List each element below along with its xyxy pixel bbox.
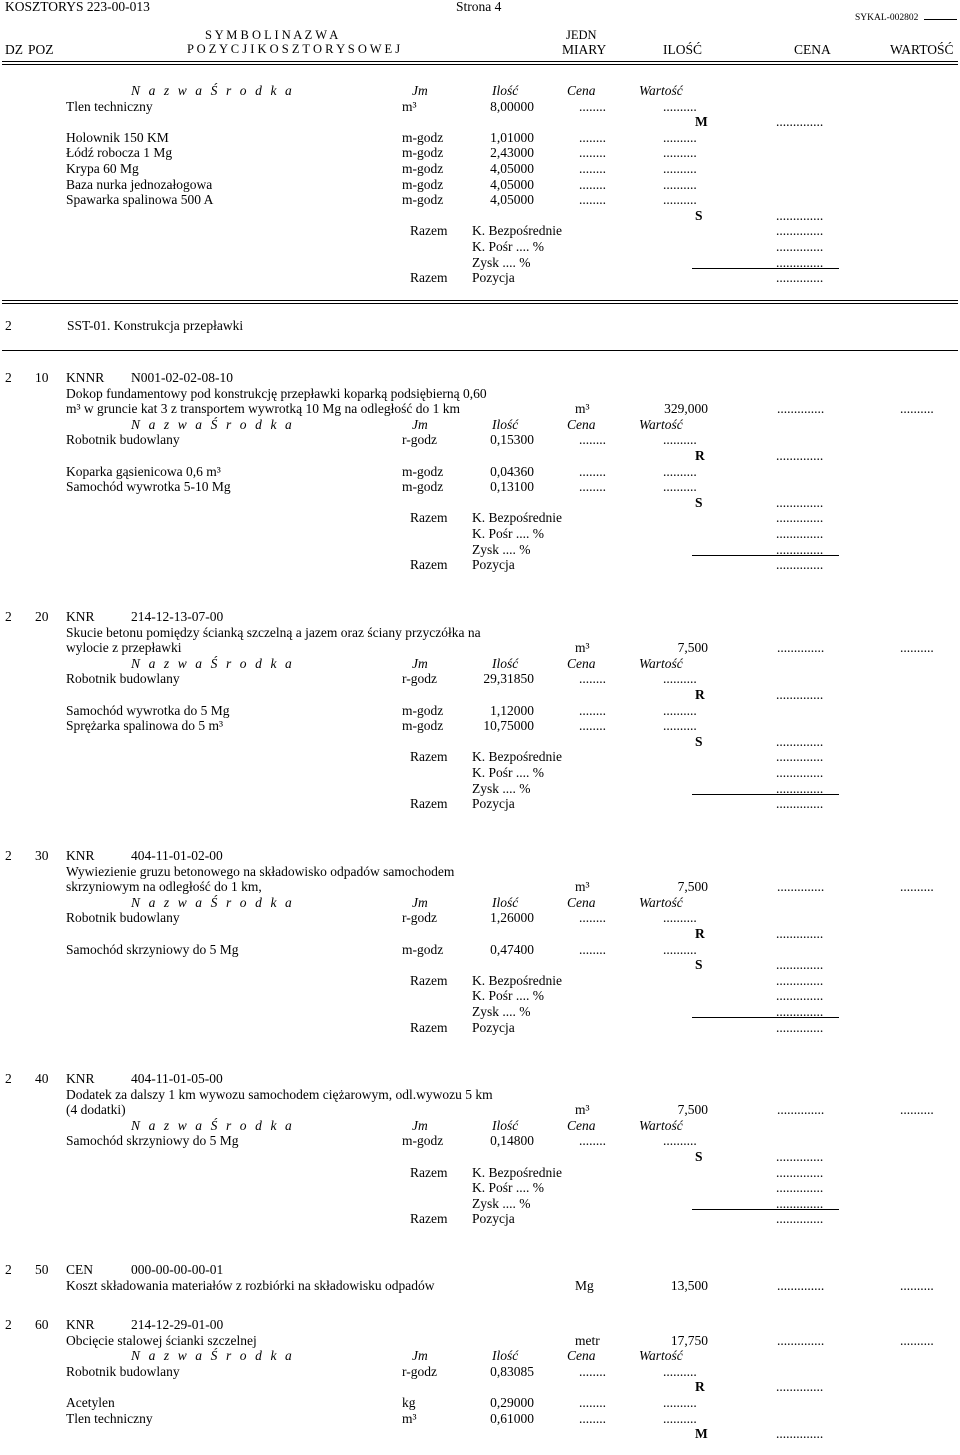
resource-price: ........ xyxy=(579,463,606,479)
resource-value: .......... xyxy=(663,176,697,192)
indirect-costs-label: K. Pośr .... % xyxy=(472,239,545,254)
subtotal-value: .............. xyxy=(776,448,824,463)
position-quantity: 13,500 xyxy=(670,1277,708,1293)
resource-price: ........ xyxy=(579,161,606,176)
resource-quantity: 0,29000 xyxy=(490,1395,534,1410)
position-total-label: Pozycja xyxy=(472,796,515,812)
section-rule-2 xyxy=(2,303,958,304)
resource-unit: m-godz xyxy=(402,1133,444,1149)
position-dz: 2 xyxy=(5,1317,12,1332)
resource-name: Spawarka spalinowa 500 A xyxy=(66,192,214,208)
resource-price: ........ xyxy=(579,702,606,718)
resource-quantity: 0,83085 xyxy=(490,1363,534,1379)
resource-unit: m³ xyxy=(402,1410,417,1426)
subtotal-value: .............. xyxy=(776,687,824,702)
position-base: CEN xyxy=(66,1262,93,1277)
resource-quantity: 0,13100 xyxy=(490,479,534,495)
resource-value: .......... xyxy=(663,161,697,176)
position-unit: m³ xyxy=(575,401,590,417)
resource-value: .......... xyxy=(663,1363,697,1379)
section-rule-1 xyxy=(2,300,958,301)
resource-price: ........ xyxy=(579,941,606,957)
profit-label: Zysk .... % xyxy=(472,1195,531,1211)
position-code: N001-02-02-08-10 xyxy=(131,370,233,385)
position-description: (4 dodatki) xyxy=(66,1102,126,1118)
position-base: KNR xyxy=(66,1317,95,1332)
subtotal-s: S xyxy=(695,957,703,973)
resource-header-name: N a z w a Ś r o d k a xyxy=(131,655,295,671)
position-number: 20 xyxy=(35,609,49,624)
profit-underline xyxy=(692,794,839,795)
razem-label: Razem xyxy=(410,1164,448,1180)
resource-header-cena: Cena xyxy=(567,655,596,671)
resource-quantity: 0,04360 xyxy=(490,463,534,479)
resource-name: Samochód skrzyniowy do 5 Mg xyxy=(66,941,239,957)
resource-quantity: 1,12000 xyxy=(490,702,534,718)
section-dz: 2 xyxy=(5,318,12,333)
resource-value: .......... xyxy=(663,910,697,926)
resource-unit: m-godz xyxy=(402,161,444,176)
razem-label: Razem xyxy=(410,1019,448,1035)
profit-label: Zysk .... % xyxy=(472,541,531,557)
position-base: KNNR xyxy=(66,370,105,385)
profit-underline xyxy=(692,1209,839,1210)
header-rule-2 xyxy=(2,64,958,65)
subtotal-value: .............. xyxy=(776,957,824,973)
resource-price: ........ xyxy=(579,129,606,145)
resource-header-cena: Cena xyxy=(567,416,596,432)
position-dz: 2 xyxy=(5,1262,12,1277)
position-code: 214-12-13-07-00 xyxy=(131,609,224,624)
position-description: Wywiezienie gruzu betonowego na składowisko odpadów samochodem xyxy=(66,863,455,879)
resource-value: .......... xyxy=(663,192,697,208)
position-value: .......... xyxy=(900,401,934,417)
col-symbol-top: S Y M B O L I N A Z W A xyxy=(205,28,339,42)
direct-costs-value: .............. xyxy=(776,223,824,239)
resource-value: .......... xyxy=(663,432,697,448)
resource-name: Robotnik budowlany xyxy=(66,432,180,448)
resource-unit: m-godz xyxy=(402,702,444,718)
position-number: 40 xyxy=(35,1071,49,1086)
resource-unit: m-godz xyxy=(402,129,444,145)
direct-costs-value: .............. xyxy=(776,510,824,526)
razem-label: Razem xyxy=(410,510,448,526)
position-price: .............. xyxy=(777,879,825,895)
resource-header-name: N a z w a Ś r o d k a xyxy=(131,894,295,910)
col-wartosc: WARTOŚĆ xyxy=(890,42,954,57)
position-dz: 2 xyxy=(5,1071,12,1086)
resource-name: Łódź robocza 1 Mg xyxy=(66,145,173,161)
resource-price: ........ xyxy=(579,1395,606,1410)
resource-quantity: 0,47400 xyxy=(490,941,534,957)
resource-quantity: 0,15300 xyxy=(490,432,534,448)
resource-header-wartosc: Wartość xyxy=(639,894,683,910)
position-price: .............. xyxy=(777,640,825,656)
indirect-costs-value: .............. xyxy=(776,526,824,541)
position-price: .............. xyxy=(777,1102,825,1118)
resource-unit: r-godz xyxy=(402,910,437,926)
resource-quantity: 1,01000 xyxy=(490,129,534,145)
subtotal-m: M xyxy=(695,114,708,130)
position-code: 000-00-00-00-01 xyxy=(131,1262,224,1277)
resource-header-ilosc: Ilość xyxy=(492,894,519,910)
resource-header-ilosc: Ilość xyxy=(492,416,519,432)
resource-quantity: 4,05000 xyxy=(490,161,534,176)
position-code: 404-11-01-05-00 xyxy=(131,1071,223,1086)
profit-value: .............. xyxy=(776,541,824,557)
resource-name: Samochód skrzyniowy do 5 Mg xyxy=(66,1133,239,1149)
position-quantity: 7,500 xyxy=(677,1102,708,1118)
position-number: 30 xyxy=(35,848,49,863)
position-total-value: .............. xyxy=(776,557,824,573)
position-description: wylocie z przepławki xyxy=(66,640,182,656)
resource-value: .......... xyxy=(663,941,697,957)
resource-price: ........ xyxy=(579,1410,606,1426)
position-number: 60 xyxy=(35,1317,49,1332)
subtotal-value: .............. xyxy=(776,1149,824,1164)
resource-unit: m-godz xyxy=(402,941,444,957)
position-total-label: Pozycja xyxy=(472,270,515,286)
resource-unit: r-godz xyxy=(402,671,437,687)
form-code: SYKAL-002802 xyxy=(855,13,919,23)
resource-name: Krypa 60 Mg xyxy=(66,161,139,176)
resource-price: ........ xyxy=(579,192,606,208)
header-rule-1 xyxy=(2,61,958,62)
profit-value: .............. xyxy=(776,254,824,270)
resource-price: ........ xyxy=(579,671,606,687)
resource-name: Tlen techniczny xyxy=(66,98,153,114)
resource-name: Samochód wywrotka 5-10 Mg xyxy=(66,479,231,495)
position-dz: 2 xyxy=(5,609,12,624)
indirect-costs-label: K. Pośr .... % xyxy=(472,1180,545,1196)
resource-unit: kg xyxy=(402,1395,416,1410)
resource-price: ........ xyxy=(579,98,606,114)
resource-value: .......... xyxy=(663,463,697,479)
position-description: m³ w gruncie kat 3 z transportem wywrotką 10 Mg na odległość do 1 km xyxy=(66,401,460,417)
position-description: Obcięcie stalowej ścianki szczelnej xyxy=(66,1332,257,1348)
position-total-value: .............. xyxy=(776,1019,824,1035)
resource-header-jm: Jm xyxy=(412,416,428,432)
resource-price: ........ xyxy=(579,1133,606,1149)
position-base: KNR xyxy=(66,609,95,624)
razem-label: Razem xyxy=(410,972,448,988)
position-total-value: .............. xyxy=(776,796,824,812)
resource-header-jm: Jm xyxy=(412,83,428,98)
resource-header-cena: Cena xyxy=(567,1117,596,1133)
resource-unit: m-godz xyxy=(402,176,444,192)
direct-costs-label: K. Bezpośrednie xyxy=(472,749,562,765)
position-value: .......... xyxy=(900,1332,934,1348)
resource-unit: m-godz xyxy=(402,479,444,495)
position-value: .......... xyxy=(900,1277,934,1293)
direct-costs-label: K. Bezpośrednie xyxy=(472,1164,562,1180)
col-cena: CENA xyxy=(794,42,831,57)
resource-price: ........ xyxy=(579,432,606,448)
subtotal-s: S xyxy=(695,733,703,749)
indirect-costs-value: .............. xyxy=(776,239,824,254)
resource-header-wartosc: Wartość xyxy=(639,1348,683,1364)
position-price: .............. xyxy=(777,1332,825,1348)
resource-quantity: 1,26000 xyxy=(490,910,534,926)
col-symbol-bottom: P O Z Y C J I K O S Z T O R Y S O W E J xyxy=(187,42,401,56)
subtotal-s: S xyxy=(695,494,703,510)
resource-unit: r-godz xyxy=(402,432,437,448)
subtotal-r: R xyxy=(695,687,705,702)
resource-quantity: 0,61000 xyxy=(490,1410,534,1426)
section-end-rule xyxy=(2,350,958,351)
razem-label: Razem xyxy=(410,223,448,239)
resource-header-jm: Jm xyxy=(412,894,428,910)
resource-name: Acetylen xyxy=(66,1395,115,1410)
position-total-label: Pozycja xyxy=(472,1019,515,1035)
resource-price: ........ xyxy=(579,1363,606,1379)
position-dz: 2 xyxy=(5,370,12,385)
resource-header-jm: Jm xyxy=(412,1348,428,1364)
resource-value: .......... xyxy=(663,98,697,114)
position-description: Dodatek za dalszy 1 km wywozu samochodem ciężarowym, odl.wywozu 5 km xyxy=(66,1086,493,1102)
resource-unit: m³ xyxy=(402,98,417,114)
direct-costs-label: K. Bezpośrednie xyxy=(472,972,562,988)
subtotal-s: S xyxy=(695,1149,703,1164)
resource-price: ........ xyxy=(579,479,606,495)
profit-label: Zysk .... % xyxy=(472,254,531,270)
resource-price: ........ xyxy=(579,176,606,192)
subtotal-r: R xyxy=(695,448,705,463)
resource-header-jm: Jm xyxy=(412,655,428,671)
resource-quantity: 29,31850 xyxy=(483,671,534,687)
resource-value: .......... xyxy=(663,671,697,687)
resource-name: Sprężarka spalinowa do 5 m³ xyxy=(66,718,224,734)
resource-header-wartosc: Wartość xyxy=(639,655,683,671)
razem-label: Razem xyxy=(410,749,448,765)
subtotal-s: S xyxy=(695,207,703,223)
position-value: .......... xyxy=(900,640,934,656)
resource-header-jm: Jm xyxy=(412,1117,428,1133)
position-code: 404-11-01-02-00 xyxy=(131,848,223,863)
resource-header-cena: Cena xyxy=(567,1348,596,1364)
subtotal-value: .............. xyxy=(776,926,824,941)
indirect-costs-value: .............. xyxy=(776,1180,824,1196)
position-base: KNR xyxy=(66,1071,95,1086)
resource-header-ilosc: Ilość xyxy=(492,1117,519,1133)
position-total-label: Pozycja xyxy=(472,1211,515,1227)
resource-value: .......... xyxy=(663,718,697,734)
profit-underline xyxy=(692,268,839,269)
position-quantity: 329,000 xyxy=(664,401,708,417)
profit-label: Zysk .... % xyxy=(472,780,531,796)
position-quantity: 17,750 xyxy=(670,1332,708,1348)
resource-name: Samochód wywrotka do 5 Mg xyxy=(66,702,230,718)
subtotal-r: R xyxy=(695,926,705,941)
profit-value: .............. xyxy=(776,780,824,796)
col-jedn-bottom: MIARY xyxy=(562,42,607,57)
subtotal-value: .............. xyxy=(776,207,824,223)
direct-costs-value: .............. xyxy=(776,749,824,765)
position-value: .......... xyxy=(900,1102,934,1118)
resource-value: .......... xyxy=(663,1133,697,1149)
resource-header-name: N a z w a Ś r o d k a xyxy=(131,83,295,98)
resource-header-name: N a z w a Ś r o d k a xyxy=(131,1348,295,1364)
razem-label: Razem xyxy=(410,796,448,812)
razem-label: Razem xyxy=(410,270,448,286)
resource-quantity: 4,05000 xyxy=(490,192,534,208)
profit-value: .............. xyxy=(776,1195,824,1211)
position-number: 50 xyxy=(35,1262,49,1277)
position-total-label: Pozycja xyxy=(472,557,515,573)
resource-value: .......... xyxy=(663,145,697,161)
position-price: .............. xyxy=(777,401,825,417)
profit-value: .............. xyxy=(776,1004,824,1019)
resource-quantity: 10,75000 xyxy=(483,718,534,734)
position-unit: Mg xyxy=(575,1277,594,1293)
position-description: Dokop fundamentowy pod konstrukcję przepławki koparką podsiębierną 0,60 xyxy=(66,385,487,401)
position-unit: m³ xyxy=(575,1102,590,1118)
position-description: Koszt składowania materiałów z rozbiórki na składowisku odpadów xyxy=(66,1277,435,1293)
indirect-costs-value: .............. xyxy=(776,765,824,780)
resource-value: .......... xyxy=(663,1395,697,1410)
resource-quantity: 2,43000 xyxy=(490,145,534,161)
resource-price: ........ xyxy=(579,718,606,734)
resource-header-wartosc: Wartość xyxy=(639,416,683,432)
subtotal-value: .............. xyxy=(776,114,824,130)
resource-name: Robotnik budowlany xyxy=(66,910,180,926)
position-quantity: 7,500 xyxy=(677,879,708,895)
resource-value: .......... xyxy=(663,129,697,145)
resource-header-ilosc: Ilość xyxy=(492,655,519,671)
direct-costs-label: K. Bezpośrednie xyxy=(472,223,562,239)
resource-price: ........ xyxy=(579,910,606,926)
resource-header-cena: Cena xyxy=(567,83,596,98)
section-title: SST-01. Konstrukcja przepławki xyxy=(67,318,244,333)
col-poz: POZ xyxy=(28,42,54,57)
direct-costs-value: .............. xyxy=(776,972,824,988)
resource-unit: m-godz xyxy=(402,145,444,161)
resource-name: Holownik 150 KM xyxy=(66,129,169,145)
resource-header-ilosc: Ilość xyxy=(492,1348,519,1364)
page-number: Strona 4 xyxy=(456,0,502,14)
resource-value: .......... xyxy=(663,702,697,718)
profit-underline xyxy=(692,555,839,556)
direct-costs-value: .............. xyxy=(776,1164,824,1180)
resource-unit: m-godz xyxy=(402,718,444,734)
resource-unit: m-godz xyxy=(402,192,444,208)
indirect-costs-label: K. Pośr .... % xyxy=(472,988,545,1004)
col-dz: DZ xyxy=(5,42,23,57)
col-jedn-top: JEDN xyxy=(566,28,597,42)
code-rule xyxy=(924,19,957,20)
resource-header-cena: Cena xyxy=(567,894,596,910)
subtotal-value: .............. xyxy=(776,733,824,749)
indirect-costs-value: .............. xyxy=(776,988,824,1004)
position-quantity: 7,500 xyxy=(677,640,708,656)
position-number: 10 xyxy=(35,370,49,385)
profit-label: Zysk .... % xyxy=(472,1004,531,1019)
subtotal-value: .............. xyxy=(776,494,824,510)
resource-unit: r-godz xyxy=(402,1363,437,1379)
doc-title: KOSZTORYS 223-00-013 xyxy=(5,0,150,14)
position-base: KNR xyxy=(66,848,95,863)
col-ilosc: ILOŚĆ xyxy=(663,42,703,57)
resource-price: ........ xyxy=(579,145,606,161)
position-description: skrzyniowym na odległość do 1 km, xyxy=(66,879,262,895)
subtotal-r: R xyxy=(695,1379,705,1395)
direct-costs-label: K. Bezpośrednie xyxy=(472,510,562,526)
resource-name: Koparka gąsienicowa 0,6 m³ xyxy=(66,463,221,479)
resource-unit: m-godz xyxy=(402,463,444,479)
position-unit: m³ xyxy=(575,640,590,656)
position-price: .............. xyxy=(777,1277,825,1293)
subtotal-value: .............. xyxy=(776,1426,824,1442)
subtotal-value: .............. xyxy=(776,1379,824,1395)
position-dz: 2 xyxy=(5,848,12,863)
resource-header-ilosc: Ilość xyxy=(492,83,519,98)
resource-quantity: 4,05000 xyxy=(490,176,534,192)
subtotal-m: M xyxy=(695,1426,708,1442)
resource-quantity: 0,14800 xyxy=(490,1133,534,1149)
resource-value: .......... xyxy=(663,479,697,495)
razem-label: Razem xyxy=(410,1211,448,1227)
position-value: .......... xyxy=(900,879,934,895)
position-total-value: .............. xyxy=(776,270,824,286)
position-unit: m³ xyxy=(575,879,590,895)
resource-header-wartosc: Wartość xyxy=(639,1117,683,1133)
resource-name: Baza nurka jednozałogowa xyxy=(66,176,213,192)
position-description: Skucie betonu pomiędzy ścianką szczelną a jazem oraz ściany przyczółka na xyxy=(66,624,481,640)
resource-quantity: 8,00000 xyxy=(490,98,534,114)
indirect-costs-label: K. Pośr .... % xyxy=(472,765,545,780)
resource-name: Tlen techniczny xyxy=(66,1410,153,1426)
resource-name: Robotnik budowlany xyxy=(66,671,180,687)
resource-header-name: N a z w a Ś r o d k a xyxy=(131,416,295,432)
resource-name: Robotnik budowlany xyxy=(66,1363,180,1379)
resource-header-name: N a z w a Ś r o d k a xyxy=(131,1117,295,1133)
position-total-value: .............. xyxy=(776,1211,824,1227)
resource-value: .......... xyxy=(663,1410,697,1426)
profit-underline xyxy=(692,1017,839,1018)
razem-label: Razem xyxy=(410,557,448,573)
position-code: 214-12-29-01-00 xyxy=(131,1317,224,1332)
position-unit: metr xyxy=(575,1332,600,1348)
indirect-costs-label: K. Pośr .... % xyxy=(472,526,545,541)
resource-header-wartosc: Wartość xyxy=(639,83,683,98)
